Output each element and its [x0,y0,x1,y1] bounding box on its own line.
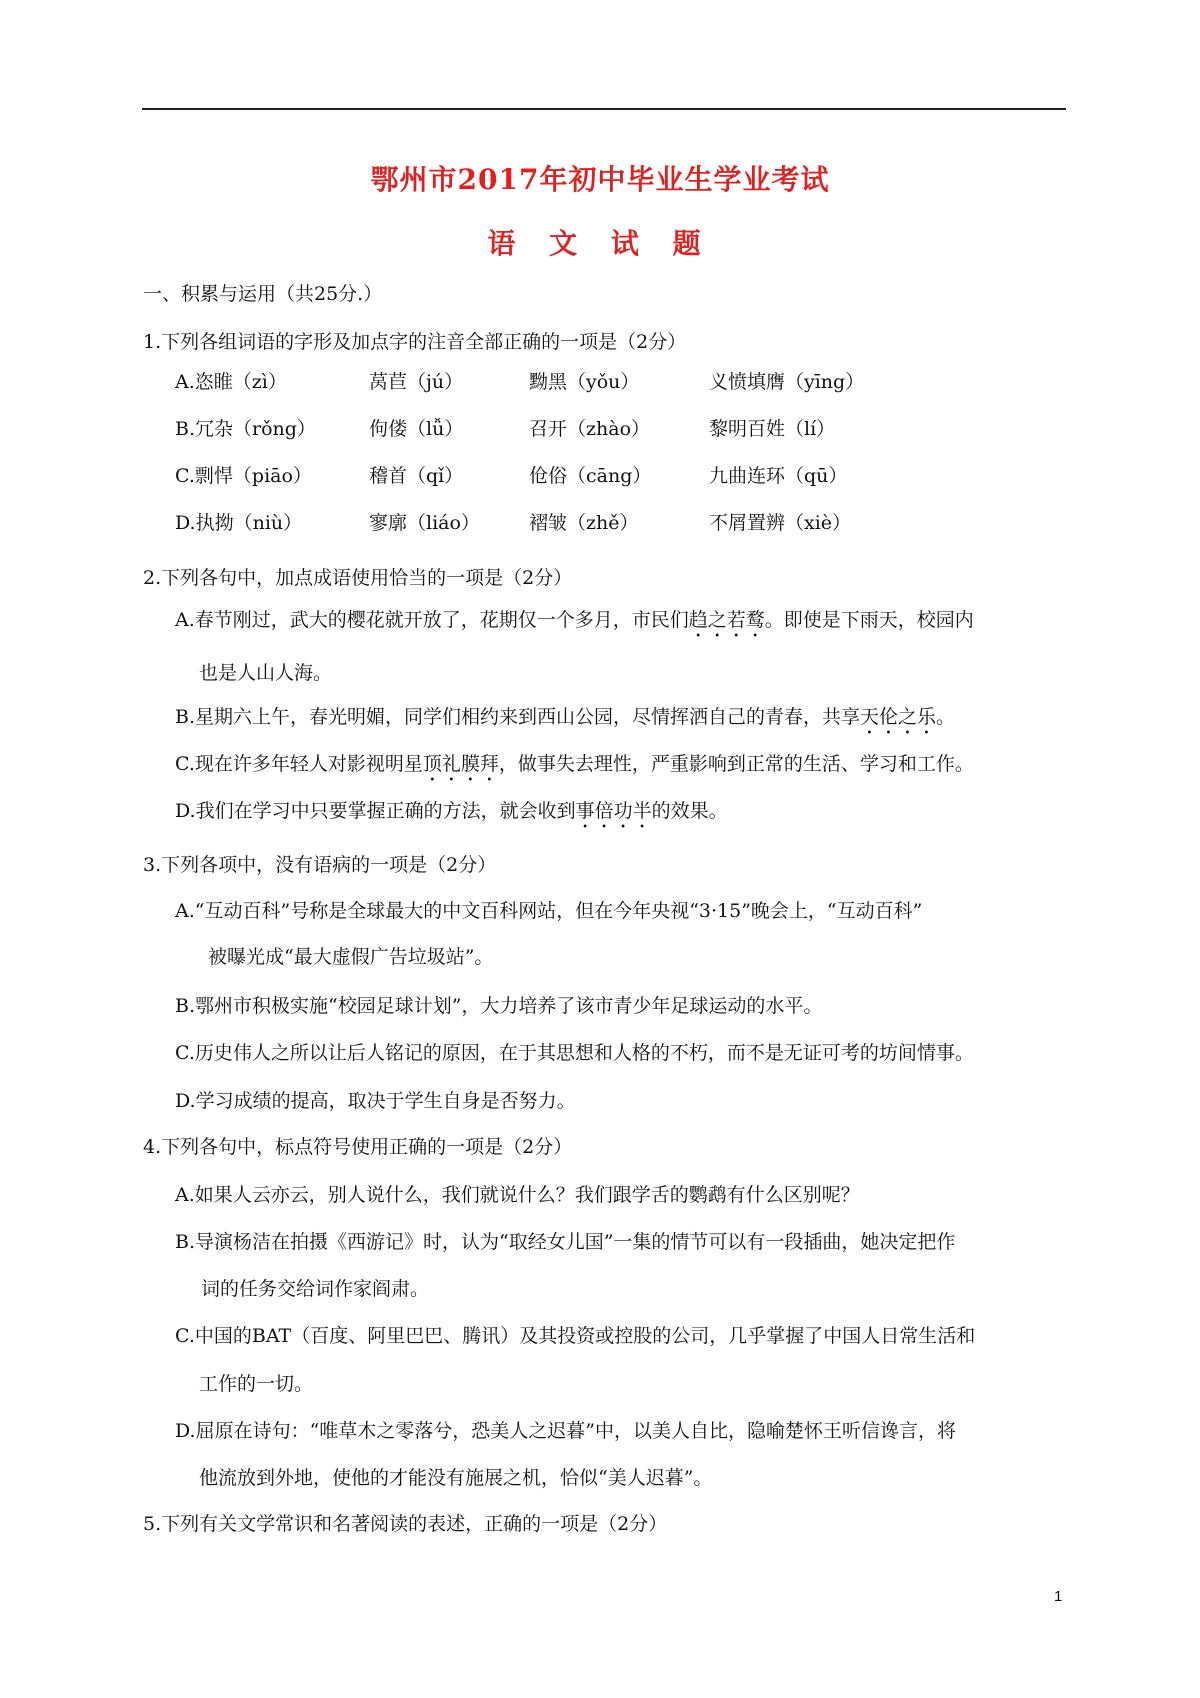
q2-c-text: C.现在许多年轻人对影视明星 [175,753,423,775]
q2-option-a [175,608,974,642]
q2-d-idiom: 事倍功半 [575,800,652,822]
q2-option-b [175,705,955,739]
q2-c-idiom: 顶礼膜拜 [422,753,499,775]
exam-subtitle: 语 文 试 题 [487,227,713,260]
q5-stem: 5.下列有关文学常识和名著阅读的表述，正确的一项是（2分） [143,1513,668,1535]
q1-b-word1: B.冗杂（rǒng） [175,418,316,440]
q1-c-word4: 九曲连环（qū） [709,465,848,487]
q2-a-idiom: 趋之若鹜 [688,609,765,631]
q4-option-a: A.如果人云亦云，别人说什么，我们就说什么？我们跟学舌的鹦鹉有什么区别呢？ [175,1184,860,1206]
q1-c-word3: 伧俗（cāng） [529,465,652,487]
q3-stem: 3.下列各项中，没有语病的一项是（2分） [143,854,497,876]
header-rule [142,108,1066,110]
exam-title: 鄂州市2017年初中毕业生学业考试 [370,163,830,196]
q1-a-word4: 义愤填膺（yīng） [709,371,865,393]
q3-option-a: A.“互动百科”号称是全球最大的中文百科网站，但在今年央视“3·15”晚会上，“互动百科” [175,900,923,922]
q1-a-word1: A.恣睢（zì） [175,371,287,393]
q4-option-d: D.屈原在诗句：“唯草木之零落兮，恐美人之迟暮”中，以美人自比，隐喻楚怀王听信谗言，将 [175,1420,957,1442]
q1-b-word4: 黎明百姓（lí） [709,418,836,440]
q2-b-text-end: 。 [936,706,956,728]
q1-b-word3: 召开（zhào） [529,418,651,440]
q2-option-c [175,752,974,786]
q2-c-text-end: ，做事失去理性，严重影响到正常的生活、学习和工作。 [498,753,974,775]
q2-d-text: D.我们在学习中只要掌握正确的方法，就会收到 [175,800,576,822]
q1-d-word1: D.执拗（niù） [175,512,303,534]
q2-a-text-end: 。即使是下雨天，校园内 [764,609,974,631]
q1-d-word4: 不屑置辨（xiè） [709,512,852,534]
q2-d-text-end: 的效果。 [651,800,728,822]
page-number: 1 [1054,1588,1063,1605]
q4-option-b-cont: 词的任务交给词作家阎肃。 [201,1278,430,1300]
q1-c-word2: 稽首（qǐ） [369,465,464,487]
q1-a-word3: 黝黑（yǒu） [529,371,640,393]
q1-a-word2: 莴苣（jú） [369,371,464,393]
q4-option-c-cont: 工作的一切。 [199,1373,314,1395]
q3-option-c: C.历史伟人之所以让后人铭记的原因，在于其思想和人格的不朽，而不是无证可考的坊间情事。 [175,1042,974,1064]
q4-option-b: B.导演杨洁在拍摄《西游记》时，认为“取经女儿国”一集的情节可以有一段插曲，她决定把作 [175,1231,956,1253]
q3-option-b: B.鄂州市积极实施“校园足球计划”，大力培养了该市青少年足球运动的水平。 [175,995,823,1017]
q4-option-c: C.中国的BAT（百度、阿里巴巴、腾讯）及其投资或控股的公司，几乎掌握了中国人日常生活和 [175,1325,976,1347]
q2-option-d [175,799,728,833]
q2-a-text: A.春节刚过，武大的樱花就开放了，花期仅一个多月，市民们 [175,609,689,631]
section-heading: 一、积累与运用（共25分.） [143,283,383,305]
q3-option-a-cont: 被曝光成“最大虚假广告垃圾站”。 [208,946,494,968]
q1-b-word2: 佝偻（lǚ） [369,418,464,440]
q2-b-idiom: 天伦之乐 [860,706,937,728]
q4-stem: 4.下列各句中，标点符号使用正确的一项是（2分） [143,1136,573,1158]
q1-c-word1: C.剽悍（piāo） [175,465,312,487]
q2-b-text: B.星期六上午，春光明媚，同学们相约来到西山公园，尽情挥洒自己的青春，共享 [175,706,861,728]
q3-option-d: D.学习成绩的提高，取决于学生自身是否努力。 [175,1090,576,1112]
q2-stem: 2.下列各句中，加点成语使用恰当的一项是（2分） [143,567,573,589]
q1-d-word3: 褶皱（zhě） [529,512,639,534]
q2-option-a-cont: 也是人山人海。 [199,662,333,684]
q4-option-d-cont: 他流放到外地，使他的才能没有施展之机，恰似“美人迟暮”。 [199,1467,713,1489]
q1-d-word2: 寥廓（liáo） [369,512,480,534]
q1-stem: 1.下列各组词语的字形及加点字的注音全部正确的一项是（2分） [143,331,687,353]
